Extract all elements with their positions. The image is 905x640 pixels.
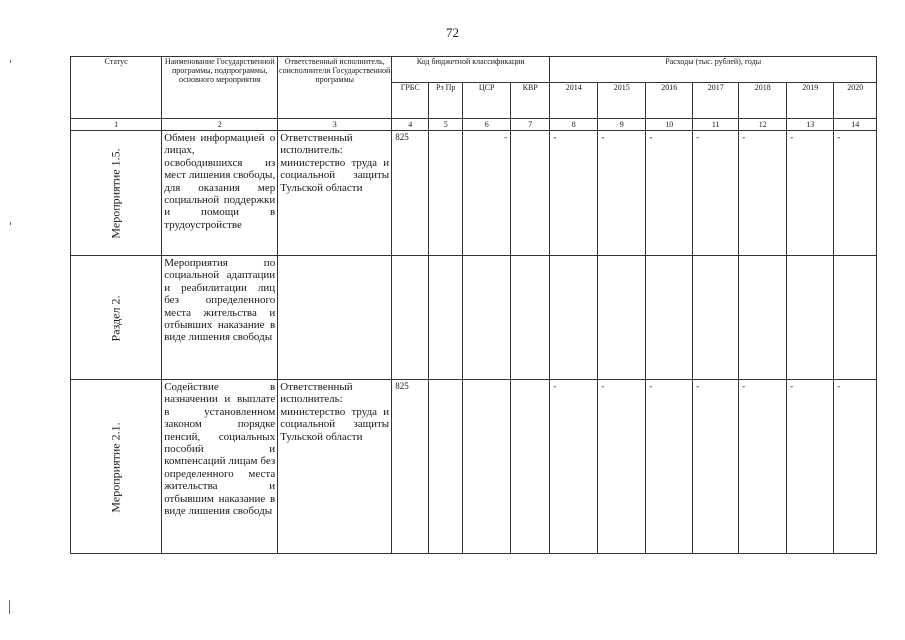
csr-cell: -: [463, 131, 511, 256]
value-cell: -: [739, 131, 787, 256]
status-cell: [71, 380, 162, 554]
item-name: Обмен информацией о лицах, освободившихся из мест лишения свободы, для оказания мер социальной поддержки и помощи в трудоустройстве: [162, 131, 278, 256]
header-year: 2016: [646, 83, 693, 119]
value-cell: [693, 256, 739, 380]
value-cell: [598, 256, 646, 380]
header-expenses: Расходы (тыс. рублей), годы: [550, 57, 877, 83]
header-year: 2019: [787, 83, 834, 119]
column-number: 6: [463, 119, 511, 131]
responsible-text: [278, 256, 392, 380]
value-cell: -: [598, 380, 646, 554]
scan-mark: [10, 60, 11, 63]
csr-cell: [463, 256, 511, 380]
value-cell: -: [693, 131, 739, 256]
status-cell: [71, 131, 162, 256]
rzpr-cell: [429, 256, 463, 380]
page-number: 72: [446, 25, 459, 40]
value-cell: -: [834, 131, 877, 256]
value-cell: [834, 256, 877, 380]
column-number: 14: [834, 119, 877, 131]
header-budget-code: Код бюджетной классификации: [392, 57, 550, 83]
value-cell: [739, 256, 787, 380]
value-cell: -: [787, 380, 834, 554]
column-number: 9: [598, 119, 646, 131]
responsible-text: Ответственный исполнитель: министерство труда и социальной защиты Тульской области: [278, 131, 392, 256]
column-number: 11: [693, 119, 739, 131]
grbs-cell: 825: [392, 131, 429, 256]
column-number: 1: [71, 119, 162, 131]
column-number: 13: [787, 119, 834, 131]
header-year: 2020: [834, 83, 877, 119]
header-year: 2014: [550, 83, 598, 119]
value-cell: -: [646, 380, 693, 554]
budget-table: [70, 56, 877, 554]
table-row: [71, 380, 877, 554]
column-number: 4: [392, 119, 429, 131]
value-cell: [646, 256, 693, 380]
value-cell: -: [598, 131, 646, 256]
column-number: 7: [511, 119, 550, 131]
column-number: 3: [278, 119, 392, 131]
kvr-cell: [511, 131, 550, 256]
header-year: 2017: [693, 83, 739, 119]
header-rzpr: Рз Пр: [429, 83, 463, 119]
grbs-cell: [392, 256, 429, 380]
column-number: 2: [162, 119, 278, 131]
table-row: [71, 256, 877, 380]
value-cell: -: [787, 131, 834, 256]
column-number-row: [71, 119, 877, 131]
value-cell: -: [693, 380, 739, 554]
item-name: Содействие в назначении и выплате в установленном законом порядке пенсий, социальных пособий и компенсаций лицам без определенного места жительства и отбывшим наказание в виде лишения свободы: [162, 380, 278, 554]
header-responsible: Ответственный исполнитель, соисполнители Государственной программы: [278, 57, 392, 119]
column-number: 8: [550, 119, 598, 131]
value-cell: -: [739, 380, 787, 554]
kvr-cell: [511, 256, 550, 380]
column-number: 5: [429, 119, 463, 131]
grbs-cell: 825: [392, 380, 429, 554]
scan-mark: [10, 222, 11, 225]
value-cell: -: [834, 380, 877, 554]
header-status: Статус: [71, 57, 162, 119]
rzpr-cell: [429, 380, 463, 554]
csr-cell: [463, 380, 511, 554]
scan-mark: [9, 600, 10, 614]
column-number: 12: [739, 119, 787, 131]
item-name: Мероприятия по социальной адаптации и реабилитации лиц без определенного места жительства и отбывших наказание в виде лишения свободы: [162, 256, 278, 380]
header-kvr: КВР: [511, 83, 550, 119]
value-cell: [787, 256, 834, 380]
rzpr-cell: [429, 131, 463, 256]
kvr-cell: [511, 380, 550, 554]
value-cell: [550, 256, 598, 380]
status-label: Раздел 2.: [108, 295, 123, 341]
header-year: 2015: [598, 83, 646, 119]
table-row: [71, 131, 877, 256]
status-label: Мероприятие 1.5.: [108, 148, 123, 239]
status-label: Мероприятие 2.1.: [108, 421, 123, 513]
column-number: 10: [646, 119, 693, 131]
status-cell: [71, 256, 162, 380]
header-grbs: ГРБС: [392, 83, 429, 119]
value-cell: -: [550, 380, 598, 554]
header-year: 2018: [739, 83, 787, 119]
header-name: Наименование Государственной программы, подпрограммы, основного мероприятия: [162, 57, 278, 119]
value-cell: -: [550, 131, 598, 256]
header-csr: ЦСР: [463, 83, 511, 119]
responsible-text: Ответственный исполнитель: министерство труда и социальной защиты Тульской области: [278, 380, 392, 554]
value-cell: -: [646, 131, 693, 256]
